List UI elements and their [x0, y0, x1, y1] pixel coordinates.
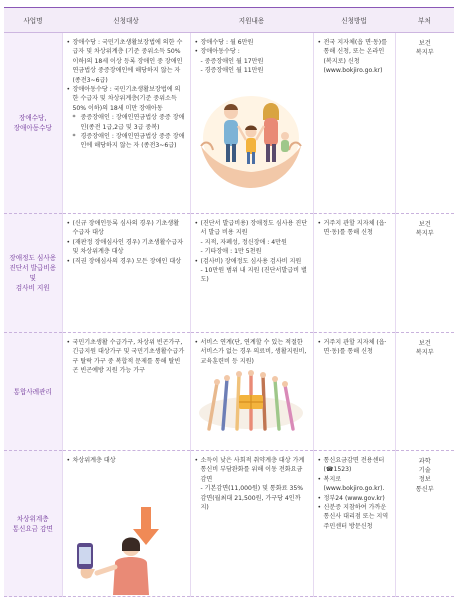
row-method: [313, 451, 395, 597]
method-item: • 신분증 지참하여 가까운 통신사 대리점 또는 지역주민센터 방문신청: [318, 503, 391, 531]
row-target: [62, 451, 190, 597]
support-subitem: - 기타장애 : 1만 5천원: [200, 248, 262, 256]
family-in-hands-illustration: [195, 80, 307, 192]
row-support: [190, 33, 313, 214]
support-item: • 장애수당 : 월 6만원: [195, 38, 309, 47]
phone-hand-arrow-illustration: [71, 477, 187, 595]
row-method: [313, 214, 395, 333]
row-dept: 보건 복지부: [395, 33, 454, 214]
row-name: 장애수당, 장애아동수당: [4, 33, 62, 214]
table-row: [4, 451, 454, 597]
table-row: [4, 33, 454, 214]
target-item: • (신규 장애인등록 심사의 경우) 기초생활 수급자 대상: [67, 219, 186, 238]
method-item: • 거주지 관할 지자체 (읍·면·동)를 통해 신청: [318, 219, 391, 238]
table-row: [4, 214, 454, 333]
row-support: [190, 451, 313, 597]
support-item: • 장애아동수당 :: [195, 47, 309, 56]
target-note: * 경증장애인 : 장애인연금법상 중증 장애인에 해당하지 않는 자 (종전3~6급): [67, 132, 186, 151]
table-header: [4, 8, 454, 33]
header-target: 신청대상: [62, 8, 190, 33]
header-business: 사업명: [4, 8, 62, 33]
support-item: • 소득이 낮은 사회적 취약계층 대상 가계통신비 부담완화를 위해 이동 전화요금 감면: [195, 456, 309, 484]
support-subitem: - 중증장애인 월 17만원: [200, 57, 264, 65]
method-item: • 복지로(www.bokjiro.go.kr).: [318, 475, 391, 494]
row-dept: 과학 기술 정보 통신부: [395, 451, 454, 597]
target-item: • (재판정 장애심사인 경우) 기초생활수급자 및 차상위계층 대상: [67, 238, 186, 257]
row-target: [62, 214, 190, 333]
support-item: • (검사비) 장애정도 심사용 검사비 지원: [195, 257, 309, 266]
row-target: [62, 333, 190, 451]
row-name: 장애정도 심사용 진단서 발급비용 및 검사비 지원: [4, 214, 62, 333]
welfare-table: [4, 7, 454, 597]
target-note: * 중증장애인 : 장애인연금법상 중증 장애인(종전 1급,2급 및 3급 중복): [67, 113, 186, 132]
row-method: [313, 333, 395, 451]
target-item: • 차상위계층 대상: [67, 456, 186, 465]
support-subitem: - 경증장애인 월 11만원: [200, 67, 264, 75]
target-item: • 장애수당 : 국민기초생활보장법에 의한 수급자 및 차상위계층 (기준 중위소득 50% 이하)의 18세 이상 등록 장애인 중 장애인 연금법상 중증장애인에 해당하지 않는 자 (종전3~6급): [67, 38, 186, 85]
header-method: 신청방법: [313, 8, 395, 33]
row-name: 차상위계층 통신요금 감면: [4, 451, 62, 597]
target-item: • 장애아동수당 : 국민기초생활보장법에 의한 수급자 및 차상위계층(기준 중위소득 50% 이하)의 18세 미만 장애아동: [67, 85, 186, 113]
row-dept: 보건 복지부: [395, 214, 454, 333]
method-item: • 거주지 관할 지자체 (읍·면·동)를 통해 신청: [318, 338, 391, 357]
target-item: • 국민기초생활 수급가구, 차상위 빈곤가구, 긴급지원 대상가구 및 국민기초생활수급가구 탈락 가구 중 복합적 문제를 통해 탈빈곤 빈곤예방 지원 가능 가구: [67, 338, 186, 376]
method-item: • 정부24 (www.gov.kr): [318, 494, 391, 503]
row-support: [190, 333, 313, 451]
row-target: [62, 33, 190, 214]
row-method: [313, 33, 395, 214]
people-raising-hands-illustration: [195, 369, 307, 431]
target-item: • (직권 장애심사의 경우) 모든 장애인 대상: [67, 257, 186, 266]
header-dept: 부처: [395, 8, 454, 33]
method-item: • 전국 지자체(읍 면·동)를 통해 신청, 또는 온라인(복지로) 신청 (www.bokjiro.go.kr): [318, 38, 391, 76]
row-support: [190, 214, 313, 333]
support-subitem: - 10만원 범위 내 지원 (진단서발급비 별도): [200, 267, 307, 284]
row-dept: 보건 복지부: [395, 333, 454, 451]
support-subitem: - 기본감면(11,000원) 및 통화료 35% 감면(월최대 21,500원, 가구당 4인까지): [200, 485, 304, 512]
method-item: • 통신요금감면 전용센터(☎1523): [318, 456, 391, 475]
support-item: • (진단서 발급비용) 장애정도 심사용 진단서 발급 비용 지원: [195, 219, 309, 238]
support-subitem: - 지적, 자폐성, 정신장애 : 4만원: [200, 238, 287, 246]
row-name: 통합사례관리: [4, 333, 62, 451]
header-support: 지원내용: [190, 8, 313, 33]
table-row: [4, 333, 454, 451]
support-item: • 서비스 연계(단, 연계할 수 있는 적절한 서비스가 없는 경우 의료비, 생활지원비, 교육훈련비 등 지원): [195, 338, 309, 366]
